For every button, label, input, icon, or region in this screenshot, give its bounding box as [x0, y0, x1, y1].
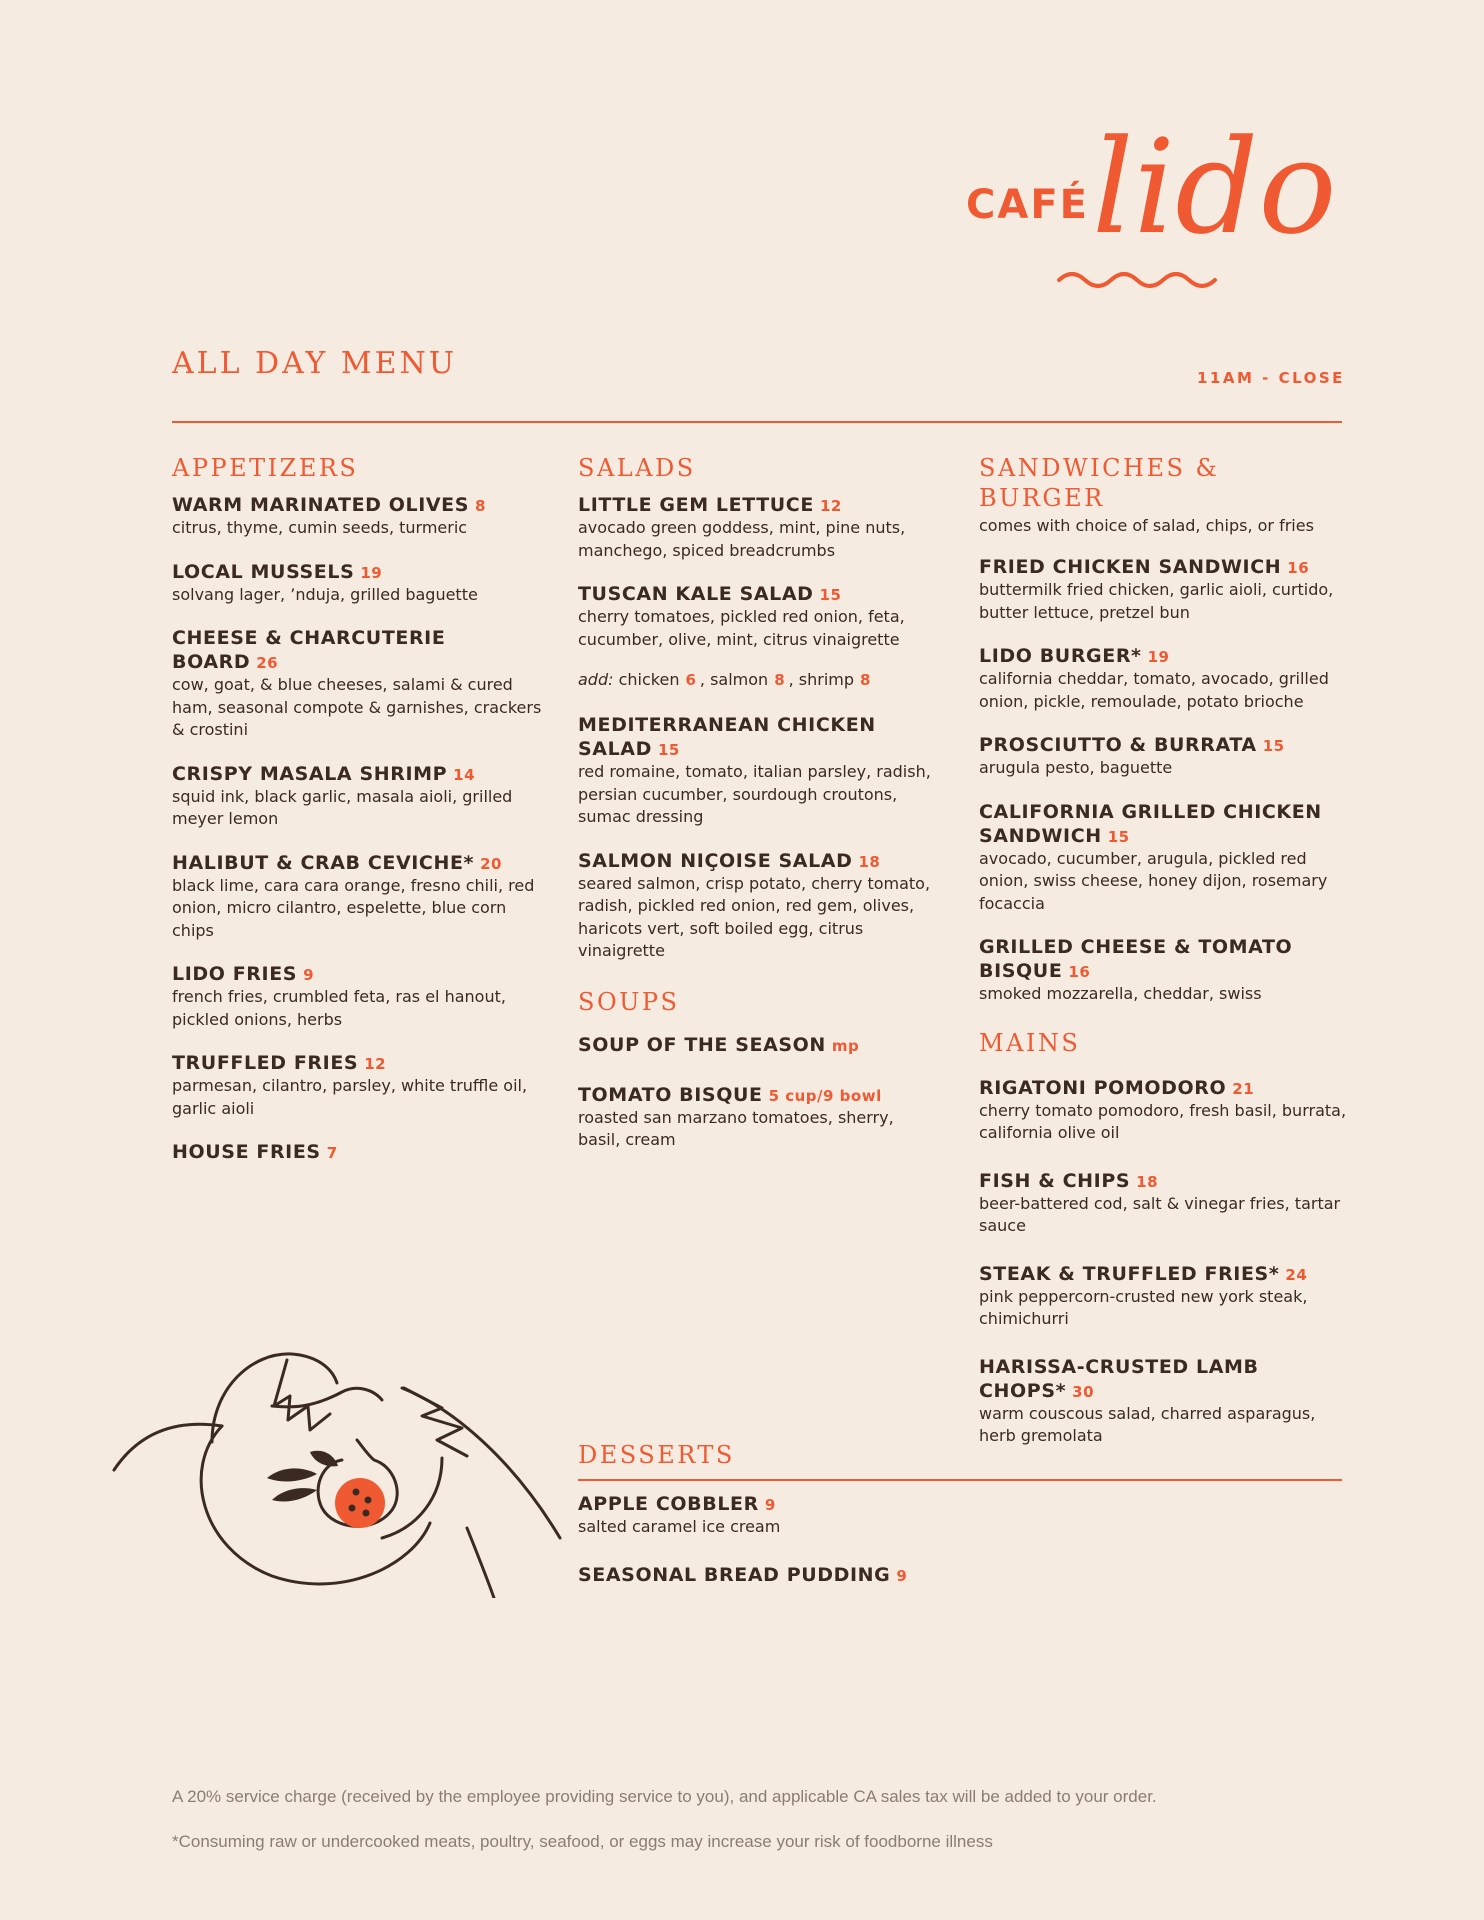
- menu-item: [172, 1051, 552, 1120]
- item-name: LIDO FRIES: [172, 963, 298, 985]
- item-price: 7: [326, 1144, 338, 1162]
- item-description: smoked mozzarella, cheddar, swiss: [979, 984, 1262, 1003]
- item-name: RIGATONI POMODORO: [979, 1076, 1227, 1099]
- menu-item: [172, 560, 552, 607]
- sandwiches-note: comes with choice of salad, chips, or fries: [979, 516, 1314, 535]
- addon-shrimp-price: 8: [860, 671, 871, 689]
- item-name: SEASONAL BREAD PUDDING: [578, 1563, 891, 1586]
- sandwiches-title: SANDWICHES & BURGER: [979, 454, 1220, 512]
- appetizers-section: [172, 453, 552, 1184]
- item-price: 16: [1068, 963, 1091, 981]
- item-description: beer-battered cod, salt & vinegar fries, tartar sauce: [979, 1193, 1341, 1235]
- item-description: buttermilk fried chicken, garlic aioli, curtido, butter lettuce, pretzel bun: [979, 580, 1334, 622]
- item-price: 9: [764, 1496, 776, 1514]
- menu-item: [578, 1563, 1278, 1587]
- menu-item: [172, 762, 552, 831]
- menu-item: [578, 493, 938, 562]
- item-name: TOMATO BISQUE: [578, 1083, 763, 1106]
- menu-item: [578, 849, 938, 963]
- header-divider: [172, 421, 1342, 423]
- item-price: 21: [1232, 1079, 1255, 1098]
- item-name: CRISPY MASALA SHRIMP: [172, 762, 448, 785]
- item-price: 19: [1147, 648, 1170, 666]
- addon-chicken: chicken: [618, 670, 680, 689]
- addon-label: add:: [578, 670, 614, 689]
- addon-chicken-price: 6: [685, 671, 696, 689]
- item-price: 14: [453, 765, 476, 784]
- menu-item: [172, 962, 552, 1031]
- mains-title: MAINS: [979, 1028, 1081, 1057]
- item-price: 15: [1262, 737, 1285, 755]
- item-price: 19: [360, 563, 383, 582]
- menu-item: [578, 1033, 938, 1057]
- menu-item: [578, 1492, 1278, 1539]
- item-description: avocado, cucumber, arugula, pickled red onion, swiss cheese, honey dijon, rosemary focaccia: [979, 848, 1328, 913]
- desserts-section: [578, 1440, 1278, 1607]
- sandwiches-section: [979, 453, 1349, 1468]
- item-description: arugula pesto, baguette: [979, 758, 1173, 777]
- appetizers-title: APPETIZERS: [172, 454, 359, 482]
- menu-item: [172, 626, 552, 742]
- item-price: 12: [819, 497, 842, 515]
- menu-item: [578, 713, 938, 829]
- fig-illustration-icon: [112, 1348, 568, 1598]
- cafe-lido-logo: [960, 111, 1337, 300]
- desserts-title: DESSERTS: [578, 1441, 735, 1469]
- menu-item: [578, 1083, 938, 1152]
- item-name: HARISSA-CRUSTED LAMB CHOPS*: [979, 1355, 1259, 1402]
- menu-item: [172, 493, 552, 540]
- item-name: LOCAL MUSSELS: [172, 560, 355, 583]
- item-name: CHEESE & CHARCUTERIE BOARD: [172, 627, 446, 673]
- item-price: 15: [819, 586, 842, 604]
- item-price: 18: [858, 852, 881, 871]
- item-description: cow, goat, & blue cheeses, salami & cured ham, seasonal compote & garnishes, crackers & crostini: [172, 675, 542, 739]
- item-description: solvang lager, ’nduja, grilled baguette: [172, 584, 478, 604]
- item-description: pink peppercorn-crusted new york steak, chimichurri: [979, 1286, 1308, 1328]
- menu-item: [979, 1076, 1349, 1145]
- item-price: 30: [1072, 1382, 1095, 1401]
- menu-item: [979, 935, 1349, 1006]
- item-name: HOUSE FRIES: [172, 1141, 321, 1163]
- menu-item: [172, 1140, 552, 1164]
- menu-hours: 11AM - CLOSE: [1197, 369, 1345, 387]
- item-name: LIDO BURGER*: [979, 645, 1142, 667]
- menu-item: [979, 1169, 1349, 1238]
- item-price: 20: [480, 854, 502, 873]
- item-description: parmesan, cilantro, parsley, white truffle oil, garlic aioli: [172, 1076, 528, 1118]
- menu-item: [979, 800, 1349, 916]
- raw-food-warning: *Consuming raw or undercooked meats, poultry, seafood, or eggs may increase your risk of foodborne illness: [172, 1832, 993, 1851]
- salads-section: [578, 453, 938, 1172]
- item-price: 16: [1287, 559, 1310, 577]
- addon-shrimp: , shrimp: [788, 670, 855, 689]
- item-description: red romaine, tomato, italian parsley, radish, persian cucumber, sourdough croutons, sumac dressing: [578, 762, 931, 826]
- menu-item: [578, 582, 938, 651]
- menu-item: [979, 644, 1349, 713]
- item-name: HALIBUT & CRAB CEVICHE*: [172, 851, 475, 874]
- item-price: mp: [831, 1036, 860, 1055]
- item-name: WARM MARINATED OLIVES: [172, 494, 470, 516]
- salad-addons: [578, 669, 938, 691]
- menu-item: [979, 1355, 1349, 1448]
- salads-title: SALADS: [578, 454, 696, 482]
- item-price: 15: [657, 741, 680, 759]
- item-description: citrus, thyme, cumin seeds, turmeric: [172, 518, 468, 537]
- item-price: 9: [303, 966, 314, 984]
- logo-lido-script: lido: [1092, 111, 1337, 263]
- item-name: FRIED CHICKEN SANDWICH: [979, 556, 1282, 578]
- soups-title: SOUPS: [578, 987, 680, 1016]
- item-name: SALMON NIÇOISE SALAD: [578, 849, 853, 872]
- service-charge-note: A 20% service charge (received by the employee providing service to you), and applicable CA sales tax will be added to your order.: [172, 1787, 1157, 1806]
- item-description: warm couscous salad, charred asparagus, herb gremolata: [979, 1403, 1316, 1445]
- addon-salmon: , salmon: [699, 670, 769, 689]
- item-description: salted caramel ice cream: [578, 1517, 781, 1536]
- addon-salmon-price: 8: [774, 671, 785, 689]
- item-name: FISH & CHIPS: [979, 1169, 1131, 1192]
- item-name: PROSCIUTTO & BURRATA: [979, 734, 1257, 756]
- menu-item: [979, 555, 1349, 624]
- item-price: 9: [896, 1566, 908, 1585]
- menu-item: [979, 1262, 1349, 1331]
- menu-item: [172, 851, 552, 943]
- item-price: 15: [1107, 827, 1130, 846]
- menu-item: [979, 733, 1349, 780]
- item-name: TUSCAN KALE SALAD: [578, 583, 814, 605]
- item-description: french fries, crumbled feta, ras el hanout, pickled onions, herbs: [172, 987, 506, 1029]
- item-name: GRILLED CHEESE & TOMATO BISQUE: [979, 936, 1293, 982]
- item-description: seared salmon, crisp potato, cherry tomato, radish, pickled red onion, red gem, olives, haricots vert, soft boiled egg, citrus vinaigrette: [578, 873, 931, 960]
- logo-cafe-text: CAFÉ: [966, 182, 1089, 228]
- item-price: 12: [364, 1055, 387, 1073]
- item-name: TRUFFLED FRIES: [172, 1052, 359, 1074]
- item-description: black lime, cara cara orange, fresno chili, red onion, micro cilantro, espelette, blue corn chips: [172, 875, 535, 940]
- item-description: squid ink, black garlic, masala aioli, grilled meyer lemon: [172, 786, 513, 828]
- item-price: 8: [475, 497, 486, 515]
- item-price: 26: [256, 654, 279, 672]
- item-price: 18: [1136, 1172, 1159, 1191]
- item-description: roasted san marzano tomatoes, sherry, basil, cream: [578, 1107, 894, 1149]
- item-name: STEAK & TRUFFLED FRIES*: [979, 1262, 1280, 1285]
- menu-title: ALL DAY MENU: [172, 346, 458, 381]
- item-price: 24: [1285, 1265, 1308, 1284]
- item-name: SOUP OF THE SEASON: [578, 1033, 826, 1056]
- desserts-divider: [578, 1479, 1342, 1481]
- item-description: cherry tomatoes, pickled red onion, feta, cucumber, olive, mint, citrus vinaigrette: [578, 607, 905, 649]
- logo-waves-icon: [1057, 268, 1227, 294]
- item-description: avocado green goddess, mint, pine nuts, manchego, spiced breadcrumbs: [578, 518, 906, 560]
- item-price: 5 cup/9 bowl: [768, 1086, 882, 1105]
- item-name: LITTLE GEM LETTUCE: [578, 494, 814, 516]
- item-name: MEDITERRANEAN CHICKEN SALAD: [578, 714, 876, 760]
- item-name: APPLE COBBLER: [578, 1493, 759, 1515]
- item-description: cherry tomato pomodoro, fresh basil, burrata, california olive oil: [979, 1100, 1347, 1142]
- item-description: california cheddar, tomato, avocado, grilled onion, pickle, remoulade, potato brioche: [979, 669, 1329, 711]
- item-name: CALIFORNIA GRILLED CHICKEN SANDWICH: [979, 800, 1322, 847]
